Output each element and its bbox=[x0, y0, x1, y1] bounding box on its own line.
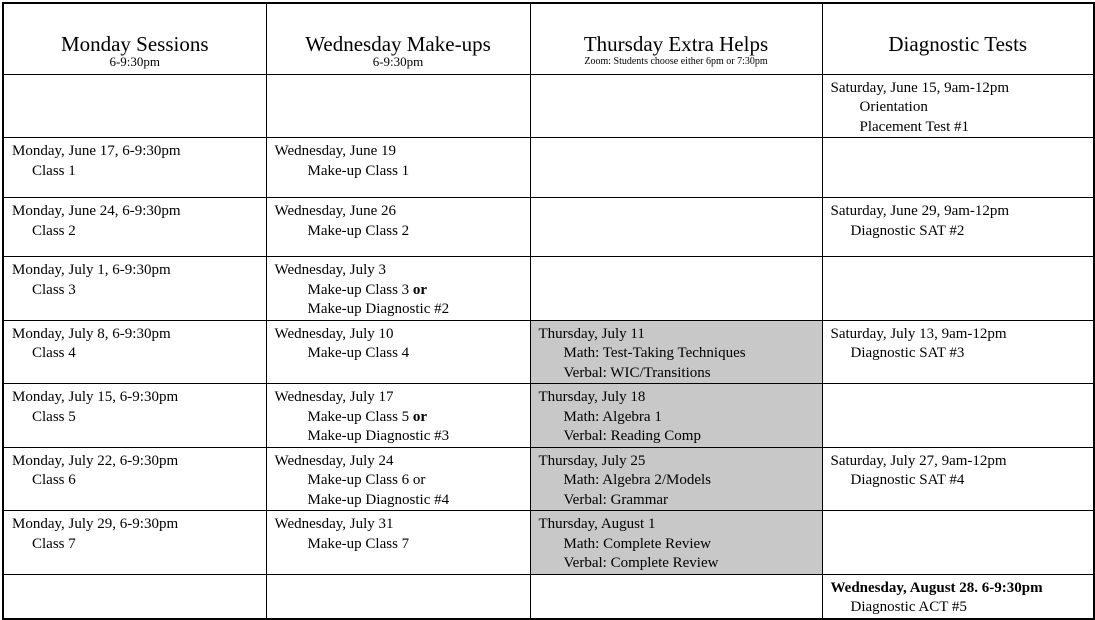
wednesday-date: Wednesday, July 3 bbox=[274, 262, 387, 278]
diagnostic-cell bbox=[822, 74, 1094, 138]
diagnostic-item: Diagnostic SAT #3 bbox=[850, 345, 965, 361]
schedule-table bbox=[2, 2, 1095, 620]
thursday-math: Math: Test-Taking Techniques bbox=[563, 345, 746, 361]
makeup-class-text: Make-up Class 5 bbox=[307, 408, 410, 425]
wednesday-date: Wednesday, June 19 bbox=[274, 143, 397, 159]
table-row bbox=[3, 574, 1094, 619]
diagnostic-cell bbox=[822, 257, 1094, 321]
diagnostic-item: Diagnostic ACT #5 bbox=[850, 599, 967, 615]
wednesday-makeup-diagnostic: Make-up Diagnostic #4 bbox=[307, 491, 450, 508]
thursday-cell bbox=[530, 574, 822, 619]
thursday-cell bbox=[530, 257, 822, 321]
header-subtitle: 6-9:30pm bbox=[372, 54, 424, 69]
header-title: Monday Sessions bbox=[60, 32, 209, 56]
wednesday-makeup: Make-up Class 1 bbox=[307, 162, 410, 179]
diagnostic-item: Diagnostic SAT #4 bbox=[850, 472, 965, 488]
thursday-date: Thursday, July 11 bbox=[538, 325, 645, 342]
table-row bbox=[3, 198, 1094, 257]
monday-class: Class 2 bbox=[32, 222, 76, 239]
thursday-cell bbox=[530, 198, 822, 257]
wednesday-cell bbox=[266, 198, 530, 257]
thursday-cell bbox=[530, 138, 822, 198]
diagnostic-date: Saturday, July 13, 9am-12pm bbox=[830, 325, 1007, 342]
thursday-cell bbox=[530, 384, 822, 448]
diagnostic-cell bbox=[822, 574, 1094, 619]
wednesday-cell bbox=[266, 384, 530, 448]
diagnostic-date: Wednesday, August 28. 6-9:30pm bbox=[830, 579, 1043, 596]
thursday-math: Math: Algebra 1 bbox=[563, 408, 662, 425]
thursday-date: Thursday, August 1 bbox=[538, 516, 656, 532]
diagnostic-cell bbox=[822, 320, 1094, 384]
wednesday-cell bbox=[266, 74, 530, 138]
wednesday-date: Wednesday, July 31 bbox=[274, 516, 394, 532]
diagnostic-cell bbox=[822, 511, 1094, 575]
wednesday-date: Wednesday, July 17 bbox=[274, 389, 394, 405]
thursday-verbal: Verbal: Reading Comp bbox=[563, 428, 701, 444]
wednesday-cell bbox=[266, 574, 530, 619]
monday-class: Class 1 bbox=[32, 162, 76, 179]
monday-cell bbox=[3, 198, 266, 257]
table-row bbox=[3, 138, 1094, 198]
header-title: Diagnostic Tests bbox=[888, 32, 1028, 56]
monday-date: Monday, July 1, 6-9:30pm bbox=[12, 262, 171, 278]
thursday-math: Math: Algebra 2/Models bbox=[563, 472, 711, 488]
monday-class: Class 4 bbox=[32, 345, 76, 361]
diagnostic-date: Saturday, June 15, 9am-12pm bbox=[830, 79, 1010, 96]
table-row bbox=[3, 257, 1094, 321]
wednesday-date: Wednesday, July 24 bbox=[274, 452, 394, 469]
wednesday-makeup bbox=[275, 281, 530, 301]
diagnostic-date: Saturday, June 29, 9am-12pm bbox=[830, 203, 1010, 219]
thursday-cell bbox=[530, 320, 822, 384]
or-conjunction: or bbox=[412, 281, 428, 298]
wednesday-cell bbox=[266, 257, 530, 321]
wednesday-makeup bbox=[275, 408, 530, 428]
monday-cell bbox=[3, 138, 266, 198]
wednesday-cell bbox=[266, 138, 530, 198]
monday-date: Monday, July 8, 6-9:30pm bbox=[12, 325, 171, 342]
wednesday-makeup-diagnostic: Make-up Diagnostic #2 bbox=[307, 301, 450, 317]
header-thursday bbox=[530, 3, 822, 74]
thursday-cell bbox=[530, 447, 822, 511]
wednesday-makeup: Make-up Class 6 or bbox=[307, 472, 426, 488]
diagnostic-item: Orientation bbox=[859, 99, 928, 115]
wednesday-makeup: Make-up Class 4 bbox=[307, 345, 410, 361]
thursday-verbal: Verbal: Grammar bbox=[563, 491, 669, 508]
wednesday-cell bbox=[266, 511, 530, 575]
or-conjunction: or bbox=[412, 408, 428, 425]
thursday-math: Math: Complete Review bbox=[563, 535, 711, 552]
wednesday-date: Wednesday, July 10 bbox=[274, 325, 394, 342]
diagnostic-item: Placement Test #1 bbox=[859, 118, 969, 135]
diagnostic-cell bbox=[822, 198, 1094, 257]
monday-date: Monday, July 29, 6-9:30pm bbox=[12, 516, 179, 532]
wednesday-makeup: Make-up Class 7 bbox=[307, 535, 410, 552]
table-row bbox=[3, 74, 1094, 138]
thursday-date: Thursday, July 18 bbox=[538, 389, 646, 405]
table-row bbox=[3, 320, 1094, 384]
diagnostic-cell bbox=[822, 138, 1094, 198]
diagnostic-cell bbox=[822, 447, 1094, 511]
monday-class: Class 6 bbox=[32, 472, 76, 488]
header-wednesday bbox=[266, 3, 530, 74]
thursday-cell bbox=[530, 74, 822, 138]
diagnostic-date: Saturday, July 27, 9am-12pm bbox=[830, 452, 1007, 469]
thursday-verbal: Verbal: WIC/Transitions bbox=[563, 364, 711, 381]
monday-date: Monday, June 17, 6-9:30pm bbox=[12, 143, 181, 159]
thursday-verbal: Verbal: Complete Review bbox=[563, 555, 719, 571]
wednesday-makeup: Make-up Class 2 bbox=[307, 222, 410, 239]
monday-cell bbox=[3, 320, 266, 384]
thursday-cell bbox=[530, 511, 822, 575]
monday-cell bbox=[3, 384, 266, 448]
monday-cell bbox=[3, 574, 266, 619]
wednesday-date: Wednesday, June 26 bbox=[274, 203, 397, 219]
wednesday-makeup-diagnostic: Make-up Diagnostic #3 bbox=[307, 428, 450, 444]
monday-date: Monday, June 24, 6-9:30pm bbox=[12, 203, 181, 219]
monday-cell bbox=[3, 447, 266, 511]
header-diagnostic bbox=[822, 3, 1094, 74]
monday-class: Class 5 bbox=[32, 408, 76, 425]
monday-class: Class 7 bbox=[32, 535, 76, 552]
makeup-class-text: Make-up Class 3 bbox=[307, 281, 410, 298]
wednesday-cell bbox=[266, 320, 530, 384]
diagnostic-cell bbox=[822, 384, 1094, 448]
thursday-date: Thursday, July 25 bbox=[538, 452, 646, 469]
header-subtitle: Zoom: Students choose either 6pm or 7:30pm bbox=[584, 56, 768, 67]
monday-class: Class 3 bbox=[32, 281, 76, 298]
monday-cell bbox=[3, 74, 266, 138]
header-title: Thursday Extra Helps bbox=[583, 32, 769, 56]
monday-date: Monday, July 22, 6-9:30pm bbox=[12, 452, 179, 469]
header-monday bbox=[3, 3, 266, 74]
diagnostic-item: Diagnostic SAT #2 bbox=[850, 222, 965, 239]
table-row bbox=[3, 447, 1094, 511]
table-row bbox=[3, 511, 1094, 575]
monday-cell bbox=[3, 257, 266, 321]
header-subtitle: 6-9:30pm bbox=[109, 54, 161, 69]
monday-cell bbox=[3, 511, 266, 575]
header-row bbox=[3, 3, 1094, 74]
wednesday-cell bbox=[266, 447, 530, 511]
table-row bbox=[3, 384, 1094, 448]
monday-date: Monday, July 15, 6-9:30pm bbox=[12, 389, 179, 405]
header-title: Wednesday Make-ups bbox=[305, 32, 491, 56]
